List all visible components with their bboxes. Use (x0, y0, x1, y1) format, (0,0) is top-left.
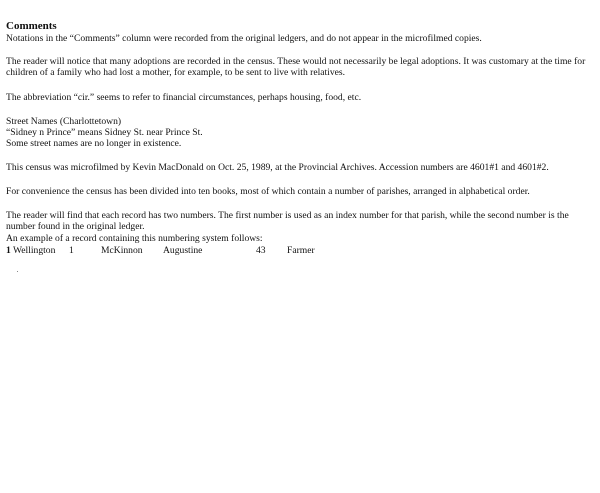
street-names-note: Some street names are no longer in existence. (6, 138, 182, 149)
section-heading: Comments (6, 20, 57, 32)
record-index-number: 1 (6, 245, 11, 256)
street-names-example: “Sidney n Prince” means Sidney St. near Prince St. (6, 127, 203, 138)
numbers-paragraph: The reader will find that each record has two numbers. The first number is used as an index number for that parish, while the second number is the number found in the original ledger. (6, 210, 569, 233)
street-names-title: Street Names (Charlottetown) (6, 116, 122, 127)
record-occupation: Farmer (287, 245, 315, 256)
adoptions-paragraph: The reader will notice that many adoptions are recorded in the census. These would not necessarily be legal adoptions. It was customary at the time for children of a family who had lost a mother, for example, to be sent to live with relatives. (6, 56, 586, 79)
record-parish: Wellington (13, 245, 56, 256)
microfilm-paragraph: This census was microfilmed by Kevin MacDonald on Oct. 25, 1989, at the Provincial Archives. Accession numbers are 4601#1 and 4601#2. (6, 162, 549, 173)
scan-speck (17, 271, 18, 272)
books-paragraph: For convenience the census has been divided into ten books, most of which contain a number of parishes, arranged in alphabetical order. (6, 186, 530, 197)
abbreviation-paragraph: The abbreviation “cir.” seems to refer to financial circumstances, perhaps housing, food, etc. (6, 92, 362, 103)
record-given-name: Augustine (163, 245, 203, 256)
comments-note-paragraph: Notations in the “Comments” column were recorded from the original ledgers, and do not appear in the microfilmed copies. (6, 33, 482, 44)
record-age: 43 (256, 245, 266, 256)
example-intro: An example of a record containing this numbering system follows: (6, 233, 263, 244)
record-surname: McKinnon (101, 245, 143, 256)
record-ledger-number: 1 (69, 245, 74, 256)
